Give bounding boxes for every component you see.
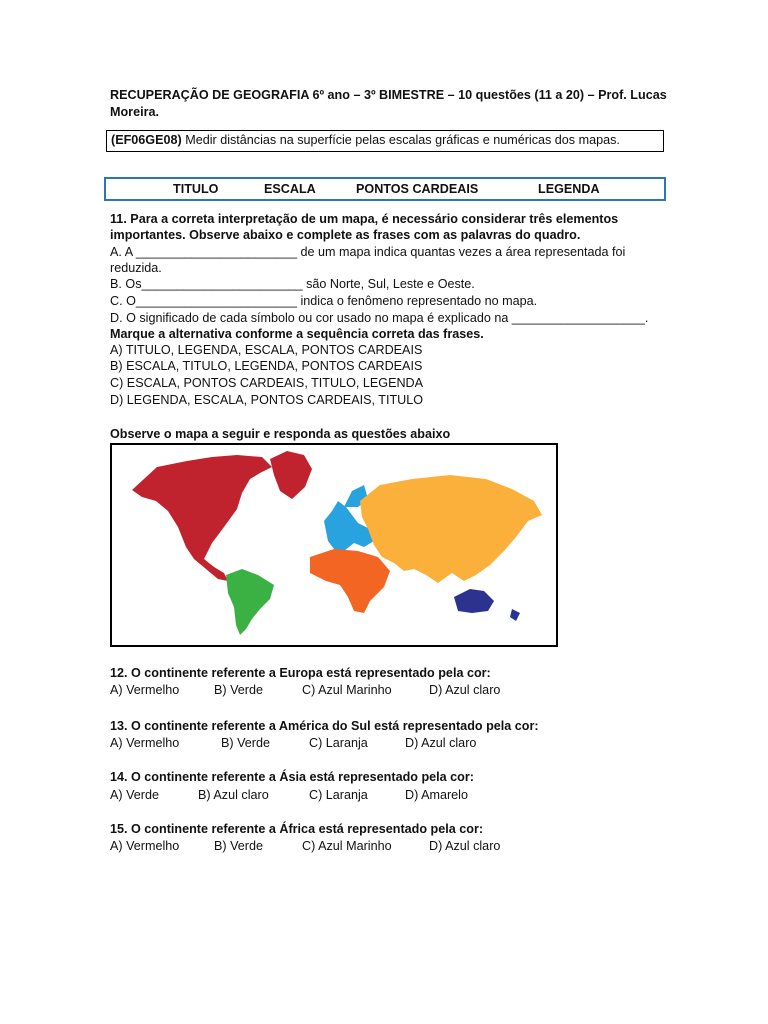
word-box: [104, 177, 666, 201]
africa-shape: [310, 549, 390, 613]
word-pontos-cardeais: PONTOS CARDEAIS: [356, 182, 479, 196]
q15-option-b[interactable]: B) Verde: [214, 839, 264, 853]
q15-option-d[interactable]: D) Azul claro: [429, 839, 501, 853]
q14-question: 14. O continente referente a Ásia está representado pela cor:: [110, 770, 474, 784]
skill-code: (EF06GE08): [111, 133, 182, 147]
q12-option-c[interactable]: C) Azul Marinho: [302, 683, 392, 697]
q14-option-b[interactable]: B) Azul claro: [198, 788, 269, 802]
oceania-shape: [454, 589, 494, 613]
map-heading: Observe o mapa a seguir e responda as questões abaixo: [110, 427, 451, 441]
q12-question: 12. O continente referente a Europa está representado pela cor:: [110, 666, 491, 680]
word-legenda: LEGENDA: [538, 182, 600, 196]
q14-option-d[interactable]: D) Amarelo: [405, 788, 468, 802]
skill-box: [106, 130, 664, 152]
q12-option-b[interactable]: B) Verde: [214, 683, 264, 697]
q13-option-b[interactable]: B) Verde: [221, 736, 271, 750]
q11-option-b[interactable]: B) ESCALA, TITULO, LEGENDA, PONTOS CARDEAIS: [110, 359, 423, 373]
greenland-shape: [270, 451, 312, 499]
world-map-svg: [112, 445, 556, 645]
q12-option-a[interactable]: A) Vermelho: [110, 683, 180, 697]
q11-intro-line1: 11. Para a correta interpretação de um mapa, é necessário considerar três elementos: [110, 212, 619, 226]
q11-prompt: Marque a alternativa conforme a sequência correta das frases.: [110, 327, 484, 341]
q11-item-c: C. O_______________________ indica o fenômeno representado no mapa.: [110, 294, 538, 308]
asia-shape: [360, 475, 542, 583]
north-america-shape: [132, 455, 272, 581]
south-america-shape: [226, 569, 274, 635]
q15-question: 15. O continente referente a África está representado pela cor:: [110, 822, 484, 836]
q13-option-d[interactable]: D) Azul claro: [405, 736, 477, 750]
skill-line: [111, 133, 620, 147]
q11-option-c[interactable]: C) ESCALA, PONTOS CARDEAIS, TITULO, LEGENDA: [110, 376, 424, 390]
world-map: [110, 443, 558, 647]
q13-option-a[interactable]: A) Vermelho: [110, 736, 180, 750]
q11-item-b: B. Os_______________________ são Norte, Sul, Leste e Oeste.: [110, 277, 475, 291]
q12-option-d[interactable]: D) Azul claro: [429, 683, 501, 697]
q11-option-a[interactable]: A) TITULO, LEGENDA, ESCALA, PONTOS CARDEAIS: [110, 343, 423, 357]
q11-item-a: A. A _______________________ de um mapa indica quantas vezes a área representada foi: [110, 245, 626, 259]
q11-intro-line2: importantes. Observe abaixo e complete as frases com as palavras do quadro.: [110, 228, 581, 242]
word-titulo: TITULO: [173, 182, 219, 196]
q13-option-c[interactable]: C) Laranja: [309, 736, 368, 750]
q11-item-d: D. O significado de cada símbolo ou cor usado no mapa é explicado na ___________________.: [110, 311, 649, 325]
skill-text: Medir distâncias na superfície pelas escalas gráficas e numéricas dos mapas.: [181, 133, 620, 147]
q14-option-a[interactable]: A) Verde: [110, 788, 160, 802]
page-title: RECUPERAÇÃO DE GEOGRAFIA 6º ano – 3º BIMESTRE – 10 questões (11 a 20) – Prof. Lucas: [110, 88, 667, 102]
q15-option-c[interactable]: C) Azul Marinho: [302, 839, 392, 853]
q14-option-c[interactable]: C) Laranja: [309, 788, 368, 802]
q11-option-d[interactable]: D) LEGENDA, ESCALA, PONTOS CARDEAIS, TITULO: [110, 393, 424, 407]
q15-option-a[interactable]: A) Vermelho: [110, 839, 180, 853]
page-title-continued: Moreira.: [110, 105, 159, 119]
new-zealand-shape: [510, 609, 520, 621]
word-escala: ESCALA: [264, 182, 316, 196]
q11-item-a-continued: reduzida.: [110, 261, 162, 275]
q13-question: 13. O continente referente a América do Sul está representado pela cor:: [110, 719, 539, 733]
